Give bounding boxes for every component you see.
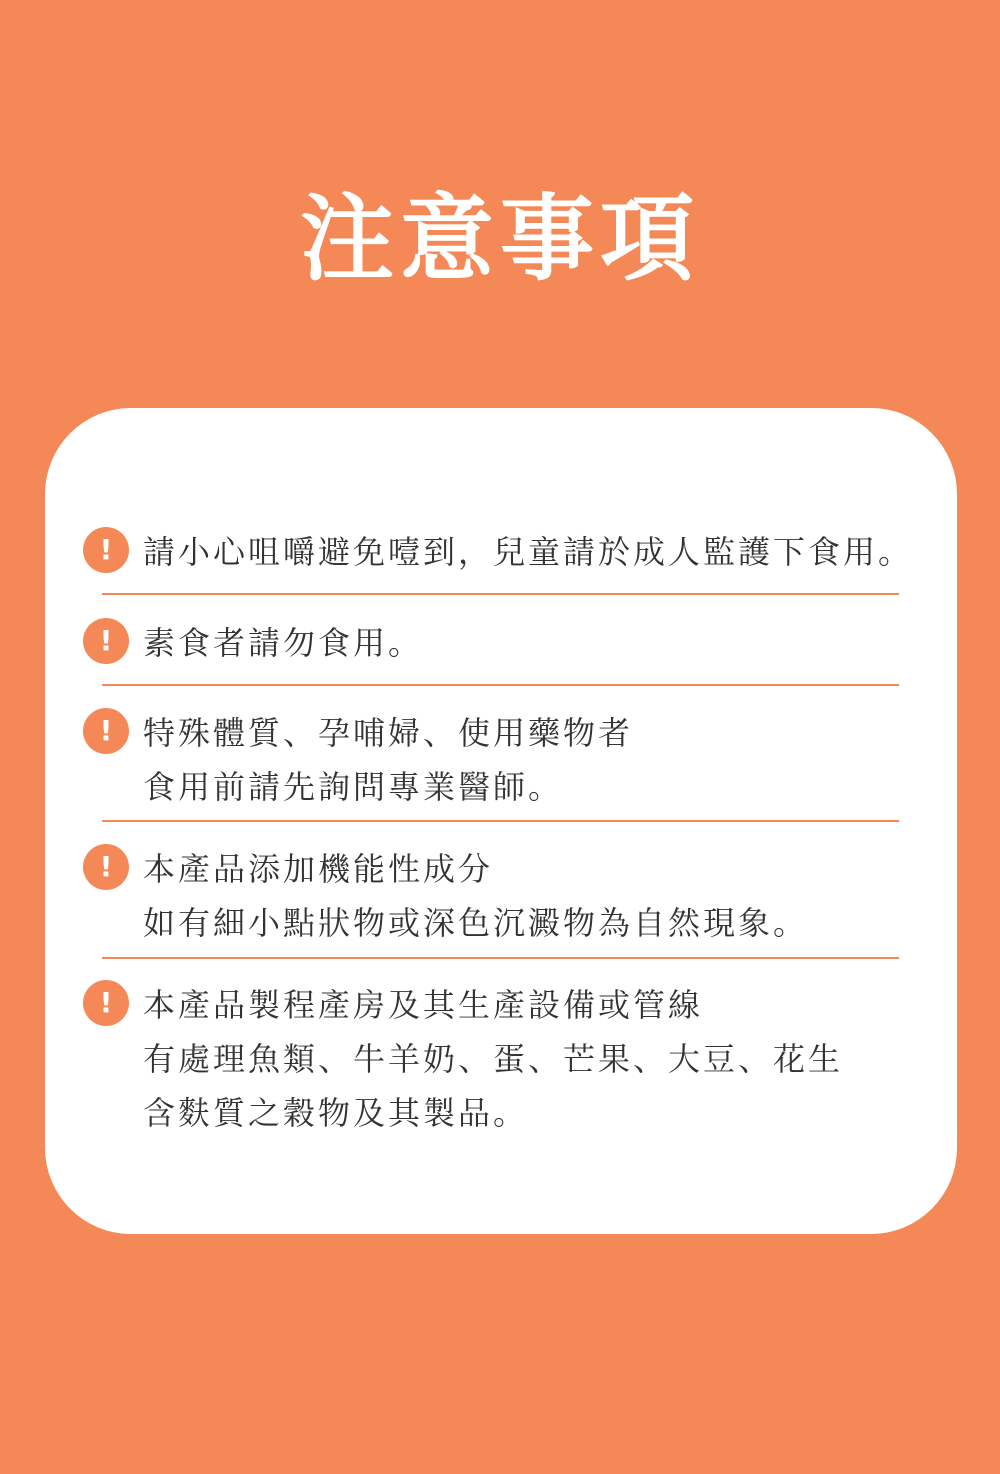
notice-line: 特殊體質、孕哺婦、使用藥物者 [143, 714, 634, 752]
exclamation-icon: ! [83, 618, 129, 664]
divider [102, 593, 899, 595]
notice-line: 如有細小點狀物或深色沉澱物為自然現象。 [143, 904, 809, 942]
notice-text [143, 978, 923, 1140]
notice-line: 本產品製程產房及其生產設備或管線 [143, 986, 704, 1024]
exclamation-icon: ! [83, 980, 129, 1026]
notice-line: 食用前請先詢問專業醫師。 [143, 768, 564, 806]
notice-text [143, 616, 923, 670]
notice-text [143, 706, 923, 814]
divider [102, 820, 899, 822]
notice-line: 素食者請勿食用。 [143, 624, 424, 662]
notice-text [143, 842, 923, 950]
notice-line: 本產品添加機能性成分 [143, 850, 494, 888]
divider [102, 684, 899, 686]
notice-line: 請小心咀嚼避免噎到，兒童請於成人監護下食用。 [143, 533, 914, 571]
exclamation-icon: ! [83, 708, 129, 754]
notice-text [143, 525, 923, 579]
notice-card [45, 408, 957, 1234]
page-title: 注意事項 [299, 185, 700, 294]
exclamation-icon: ! [83, 844, 129, 890]
exclamation-icon: ! [83, 527, 129, 573]
divider [102, 957, 899, 959]
notice-line: 含麩質之穀物及其製品。 [143, 1094, 529, 1132]
notice-line: 有處理魚類、牛羊奶、蛋、芒果、大豆、花生 [143, 1040, 844, 1078]
